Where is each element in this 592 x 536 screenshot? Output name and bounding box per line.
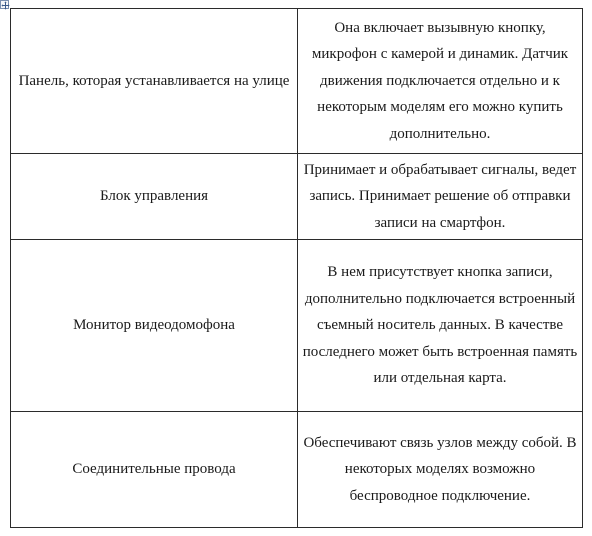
component-name: Соединительные провода — [72, 461, 236, 478]
component-description-cell[interactable] — [298, 412, 583, 528]
component-name-cell[interactable] — [11, 240, 298, 412]
component-description-cell[interactable] — [298, 240, 583, 412]
component-name-cell[interactable] — [11, 154, 298, 240]
table-row — [11, 412, 583, 528]
component-description: Обеспечивают связь узлов между собой. В некоторых моделях возможно беспроводное подключение. — [303, 434, 577, 504]
component-name-cell[interactable] — [11, 412, 298, 528]
component-description: В нем присутствует кнопка записи, дополнительно подключается встроенный съемный носитель данных. В качестве последнего может быть встроенная память или отдельная карта. — [302, 264, 578, 387]
intercom-components-table — [10, 8, 583, 528]
component-description: Она включает вызывную кнопку, микрофон с камерой и динамик. Датчик движения подключается отдельно и к некоторым моделям его можно купить дополнительно. — [311, 19, 569, 142]
table-row — [11, 9, 583, 154]
table-row — [11, 240, 583, 412]
table-row — [11, 154, 583, 240]
component-description-cell[interactable] — [298, 154, 583, 240]
component-description-cell[interactable] — [298, 9, 583, 154]
component-name: Блок управления — [99, 188, 209, 205]
component-name-cell[interactable] — [11, 9, 298, 154]
component-name: Панель, которая устанавливается на улице — [18, 72, 290, 89]
table-move-handle-icon[interactable] — [0, 0, 9, 9]
component-description: Принимает и обрабатывает сигналы, ведет запись. Принимает решение об отправки записи на смартфон. — [303, 161, 577, 231]
component-name: Монитор видеодомофона — [73, 317, 235, 334]
